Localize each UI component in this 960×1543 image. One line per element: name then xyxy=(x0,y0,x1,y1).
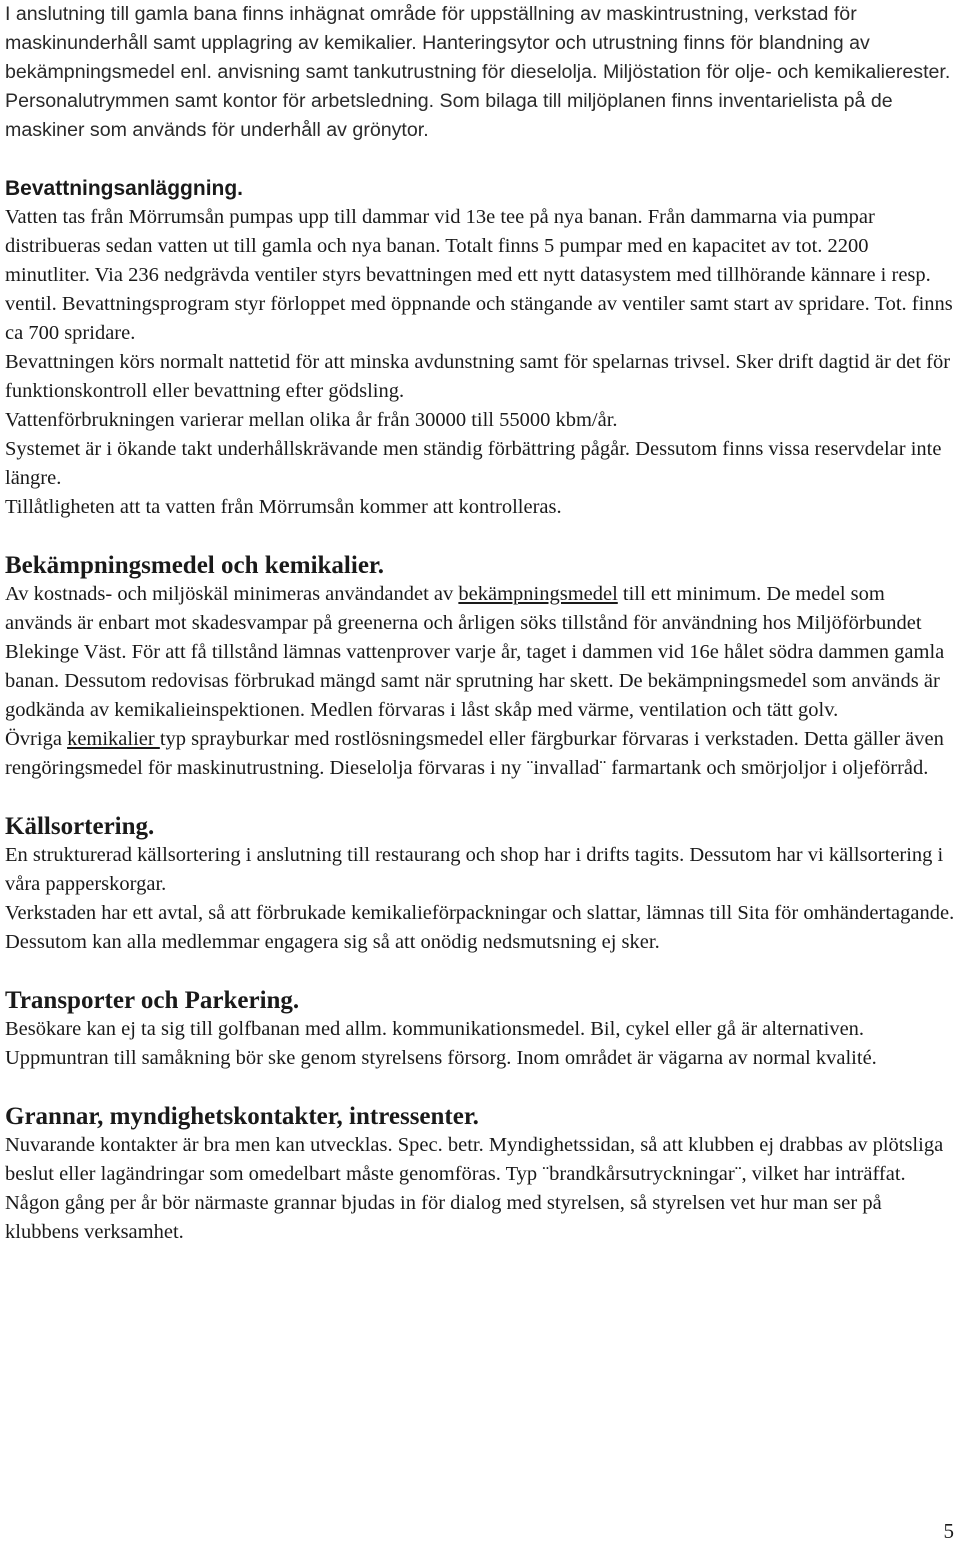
kallsortering-section xyxy=(5,812,955,957)
bekampning-p1-end: till ett minimum. De medel som används är enbart mot skadesvampar på greenerna och årligen söks tillstånd för användning hos Miljöförbundet Blekinge Väst. För att få tillstånd lämnas vattenprover varje år, taget i dammen vid 16e hålet södra dammen gamla banan. Dessutom redovisas förbrukad mängd samt när sprutning har skett. De bekämpningsmedel som används är godkända av kemikalieinspektionen. Medlen förvaras i låst skåp med värme, ventilation och tätt golv. xyxy=(5,583,945,721)
bekampningsmedel-underlined: bekämpningsmedel xyxy=(458,583,618,605)
bevattning-paragraph-4: Systemet är i ökande takt underhållskrävande men ständig förbättring pågår. Dessutom finns vissa reservdelar inte längre. xyxy=(5,438,942,489)
bekampning-heading: Bekämpningsmedel och kemikalier. xyxy=(5,552,384,579)
document-page xyxy=(5,0,955,1247)
bekampning-p2-end: typ sprayburkar med rostlösningsmedel eller färgburkar förvaras i verkstaden. Detta gäller även rengöringsmedel för maskinutrustning. Dieselolja förvaras i ny ¨invallad¨ farmartank och smörjoljor i oljeförråd. xyxy=(5,728,944,779)
intro-section xyxy=(5,0,955,145)
bevattning-paragraph-1: Vatten tas från Mörrumsån pumpas upp till dammar vid 13e tee på nya banan. Från dammarna via pumpar distribueras sedan vatten ut till gamla och nya banan. Totalt finns 5 pumpar med en kapacitet av tot. 2200 minutliter. Via 236 nedgrävda ventiler styrs bevattningen med ett nytt datasystem med tillhörande kännare i resp. ventil. Bevattningsprogram styr förloppet med öppnande och stängande av ventiler samt start av spridare. Tot. finns ca 700 spridare. xyxy=(5,206,953,344)
grannar-heading: Grannar, myndighetskontakter, intressenter. xyxy=(5,1103,479,1130)
bevattning-paragraph-2: Bevattningen körs normalt nattetid för att minska avdunstning samt för spelarnas trivsel. Sker drift dagtid är det för funktionskontroll eller bevattning efter gödsling. xyxy=(5,351,951,402)
bevattning-heading: Bevattningsanläggning. xyxy=(5,177,244,200)
bevattning-paragraph-3: Vattenförbrukningen varierar mellan olika år från 30000 till 55000 kbm/år. xyxy=(5,409,618,431)
transporter-paragraph-1: Besökare kan ej ta sig till golfbanan med allm. kommunikationsmedel. Bil, cykel eller gå är alternativen. Uppmuntran till samåkning bör ske genom styrelsens försorg. Inom området är vägarna av normal kvalité. xyxy=(5,1018,877,1069)
bekampning-paragraph-2 xyxy=(5,725,955,783)
transporter-section xyxy=(5,986,955,1073)
bevattning-section xyxy=(5,174,955,522)
bekampning-p2-start: Övriga xyxy=(5,728,68,750)
grannar-section xyxy=(5,1102,955,1247)
grannar-paragraph-1: Nuvarande kontakter är bra men kan utvecklas. Spec. betr. Myndighetssidan, så att klubben ej drabbas av plötsliga beslut eller lagändringar som omedelbart måste genomföras. Typ ¨brandkårsutryckningar¨, vilket har inträffat. Någon gång per år bör närmaste grannar bjudas in för dialog med styrelsen, så styrelsen vet hur man ser på klubbens verksamhet. xyxy=(5,1134,944,1243)
bekampning-paragraph-1 xyxy=(5,580,955,725)
page-number: 5 xyxy=(943,1519,954,1543)
kallsortering-paragraph-1: En strukturerad källsortering i anslutning till restaurang och shop har i drifts tagits. Dessutom har vi källsortering i våra papperskorgar. xyxy=(5,844,944,895)
bekampning-p1-start: Av kostnads- och miljöskäl minimeras användandet av xyxy=(5,583,459,605)
bekampning-section xyxy=(5,551,955,783)
kemikalier-underlined: kemikalier xyxy=(67,728,160,750)
bevattning-paragraph-5: Tillåtligheten att ta vatten från Mörrumsån kommer att kontrolleras. xyxy=(5,496,562,518)
transporter-heading: Transporter och Parkering. xyxy=(5,987,300,1014)
kallsortering-paragraph-2: Verkstaden har ett avtal, så att förbrukade kemikalieförpackningar och slattar, lämnas till Sita för omhändertagande. Dessutom kan alla medlemmar engagera sig så att onödig nedsmutsning ej sker. xyxy=(5,902,955,953)
intro-paragraph: I anslutning till gamla bana finns inhägnat område för uppställning av maskintrustning, verkstad för maskinunderhåll samt upplagring av kemikalier. Hanteringsytor och utrustning finns för blandning av bekämpningsmedel enl. anvisning samt tankutrustning för dieselolja. Miljöstation för olje- och kemikalierester. Personalutrymmen samt kontor för arbetsledning. Som bilaga till miljöplanen finns inventarielista på de maskiner som används för underhåll av grönytor. xyxy=(5,3,951,141)
kallsortering-heading: Källsortering. xyxy=(5,813,155,840)
